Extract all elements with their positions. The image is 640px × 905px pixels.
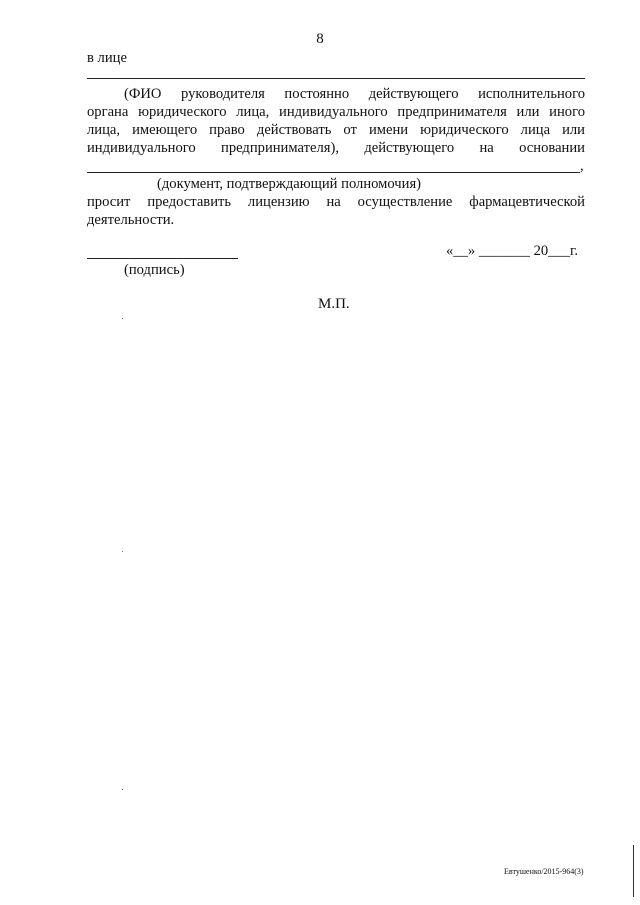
- request-line-1: просит предоставить лицензию на осуществление фармацевтической: [87, 194, 585, 210]
- stamp-label: М.П.: [318, 296, 350, 312]
- basis-comma: ,: [580, 158, 584, 174]
- scan-dot-3: [122, 789, 123, 790]
- signature-line: [87, 258, 238, 259]
- footer-code: Евтушенко/2015-964(3): [504, 867, 584, 876]
- fio-caption-line-3: лица, имеющего право действовать от имени юридического лица или: [87, 122, 585, 138]
- scan-edge-mark: [633, 845, 634, 897]
- basis-fill-line: [87, 172, 580, 173]
- signature-caption: (подпись): [124, 262, 185, 278]
- date-field: «__» _______ 20___г.: [446, 243, 579, 259]
- request-line-2: деятельности.: [87, 212, 175, 228]
- document-caption: (документ, подтверждающий полномочия): [157, 176, 422, 192]
- fio-caption-line-4: индивидуального предпринимателя), действующего на основании: [87, 140, 585, 156]
- in-person-label: в лице: [87, 50, 127, 66]
- scan-dot-2: [122, 551, 123, 552]
- scan-dot-1: [122, 318, 123, 319]
- page-number: 8: [316, 31, 324, 47]
- fio-fill-line: [87, 78, 585, 79]
- fio-caption-line-2: органа юридического лица, индивидуального предпринимателя или иного: [87, 104, 585, 120]
- fio-caption-line-1: (ФИО руководителя постоянно действующего исполнительного: [124, 86, 585, 102]
